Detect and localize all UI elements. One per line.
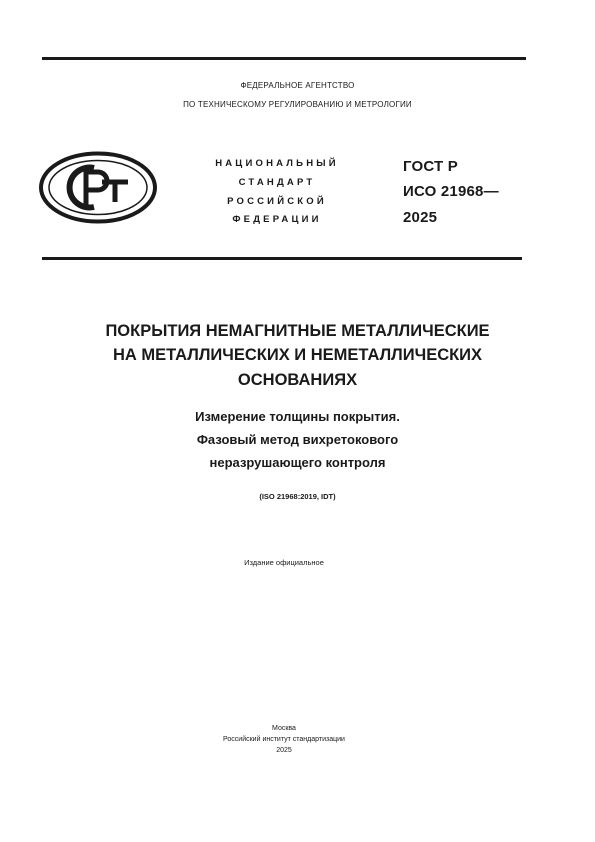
subtitle-line-2: Фазовый метод вихретокового xyxy=(196,432,399,447)
subtitle-line-3: неразрушающего контроля xyxy=(209,455,386,470)
designation-line-3: 2025 xyxy=(403,209,438,226)
iso-reference: (ISO 21968:2019, IDT) xyxy=(259,492,336,501)
agency-line-2: ПО ТЕХНИЧЕСКОМУ РЕГУЛИРОВАНИЮ И МЕТРОЛОГИИ xyxy=(183,100,412,109)
subtitle-line-1: Измерение толщины покрытия. xyxy=(195,409,400,424)
title-line-2: НА МЕТАЛЛИЧЕСКИХ И НЕМЕТАЛЛИЧЕСКИХ xyxy=(112,346,483,364)
gost-r-emblem-icon xyxy=(38,150,158,225)
designation-line-1: ГОСТ Р xyxy=(403,158,458,175)
middle-rule xyxy=(42,257,522,260)
edition-note: Издание официальное xyxy=(244,558,324,567)
imprint-city: Москва xyxy=(272,725,296,732)
agency-line-1: ФЕДЕРАЛЬНОЕ АГЕНТСТВО xyxy=(240,81,355,90)
imprint-publisher: Российский институт стандартизации xyxy=(223,736,345,743)
top-rule xyxy=(42,57,526,60)
designation-line-2: ИСО 21968— xyxy=(403,183,499,200)
national-standard-line-3: РОССИЙСКОЙ xyxy=(227,196,327,207)
imprint-year: 2025 xyxy=(276,747,292,754)
national-standard-line-1: НАЦИОНАЛЬНЫЙ xyxy=(215,158,339,169)
title-line-3: ОСНОВАНИЯХ xyxy=(237,371,358,389)
national-standard-line-2: СТАНДАРТ xyxy=(238,177,316,188)
national-standard-line-4: ФЕДЕРАЦИИ xyxy=(232,214,322,225)
title-line-1: ПОКРЫТИЯ НЕМАГНИТНЫЕ МЕТАЛЛИЧЕСКИЕ xyxy=(105,322,490,340)
